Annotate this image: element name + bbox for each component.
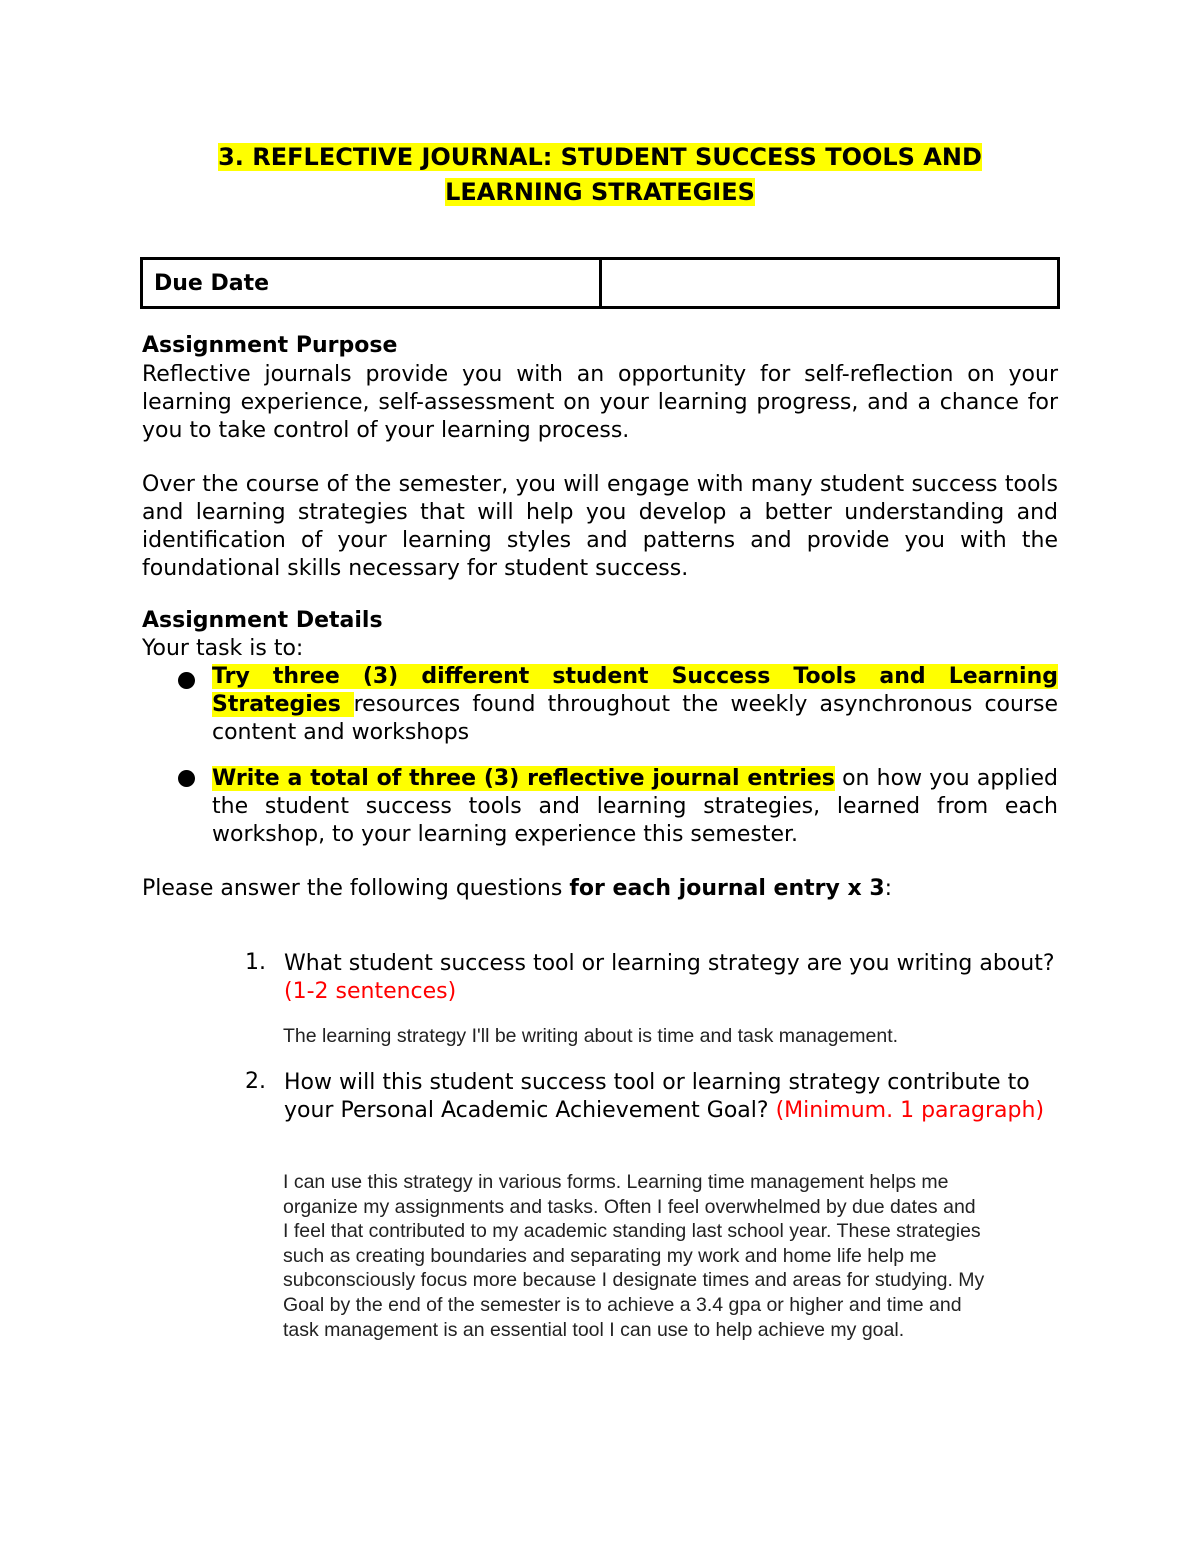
answer-line: task management is an essential tool I can use to help achieve my goal. [283, 1318, 905, 1341]
question-2-answer [283, 1170, 1073, 1342]
bullet-2-text: on how you applied the student success tools and learning strategies, learned from each workshop, to your learning experience this semester. [212, 766, 1058, 847]
answer-line: Goal by the end of the semester is to achieve a 3.4 gpa or higher and time and [283, 1293, 962, 1316]
question-2-prompt: How will this student success tool or learning strategy contribute to your Personal Academic Achievement Goal? [284, 1070, 1030, 1123]
question-1-number: 1. [245, 950, 266, 975]
question-2-number: 2. [245, 1069, 266, 1094]
bullet-1-text: resources found throughout the weekly asynchronous course content and workshops [212, 692, 1058, 745]
due-date-label: Due Date [142, 259, 601, 308]
answer-line: I feel that contributed to my academic standing last school year. These strategies [283, 1220, 981, 1243]
document-title [100, 140, 1100, 210]
question-1-hint: (1-2 sentences) [284, 979, 457, 1004]
bullet-dot-icon [178, 770, 195, 787]
title-line-1: 3. REFLECTIVE JOURNAL: STUDENT SUCCESS TOOLS AND [218, 143, 982, 171]
bullet-dot-icon [178, 672, 195, 689]
purpose-heading: Assignment Purpose [142, 333, 398, 358]
answer-line: I can use this strategy in various forms. Learning time management helps me [283, 1171, 949, 1193]
due-date-value [600, 259, 1059, 308]
purpose-paragraph-1: Reflective journals provide you with an opportunity for self-reflection on your learning experience, self-assessment on your learning progress, and a chance for you to take control of your learning process. [142, 362, 1058, 443]
question-1-prompt: What student success tool or learning strategy are you writing about? [284, 951, 1055, 976]
bullet-item-2 [212, 765, 1058, 849]
answer-line: subconsciously focus more because I designate times and areas for studying. My [283, 1269, 985, 1292]
instruction-post: : [884, 876, 893, 901]
question-1-answer: The learning strategy I'll be writing about is time and task management. [283, 1025, 899, 1047]
due-date-table [140, 257, 1060, 309]
details-heading: Assignment Details [142, 608, 383, 633]
bullet-item-1 [212, 663, 1058, 747]
instruction-pre: Please answer the following questions [142, 876, 570, 901]
bullet-2-highlight: Write a total of three (3) reflective journal entries [212, 766, 835, 791]
bullet-1-highlight: Try three (3) different student Success Tools and Learning Strategies [212, 664, 1058, 717]
answer-line: organize my assignments and tasks. Often I feel overwhelmed by due dates and [283, 1195, 976, 1218]
title-line-2: LEARNING STRATEGIES [445, 178, 755, 206]
instruction-line [142, 875, 1058, 903]
question-1-text [284, 950, 1064, 1006]
purpose-paragraph-2: Over the course of the semester, you will engage with many student success tools and learning strategies that will help you develop a better understanding and identification of your learning styles and patterns and provide you with the foundational skills necessary for student success. [142, 472, 1058, 581]
question-2-text [284, 1069, 1064, 1125]
answer-line: such as creating boundaries and separating my work and home life help me [283, 1244, 937, 1267]
instruction-bold: for each journal entry x 3 [569, 876, 885, 901]
details-intro: Your task is to: [142, 636, 304, 661]
question-2-hint: (Minimum. 1 paragraph) [775, 1098, 1045, 1123]
